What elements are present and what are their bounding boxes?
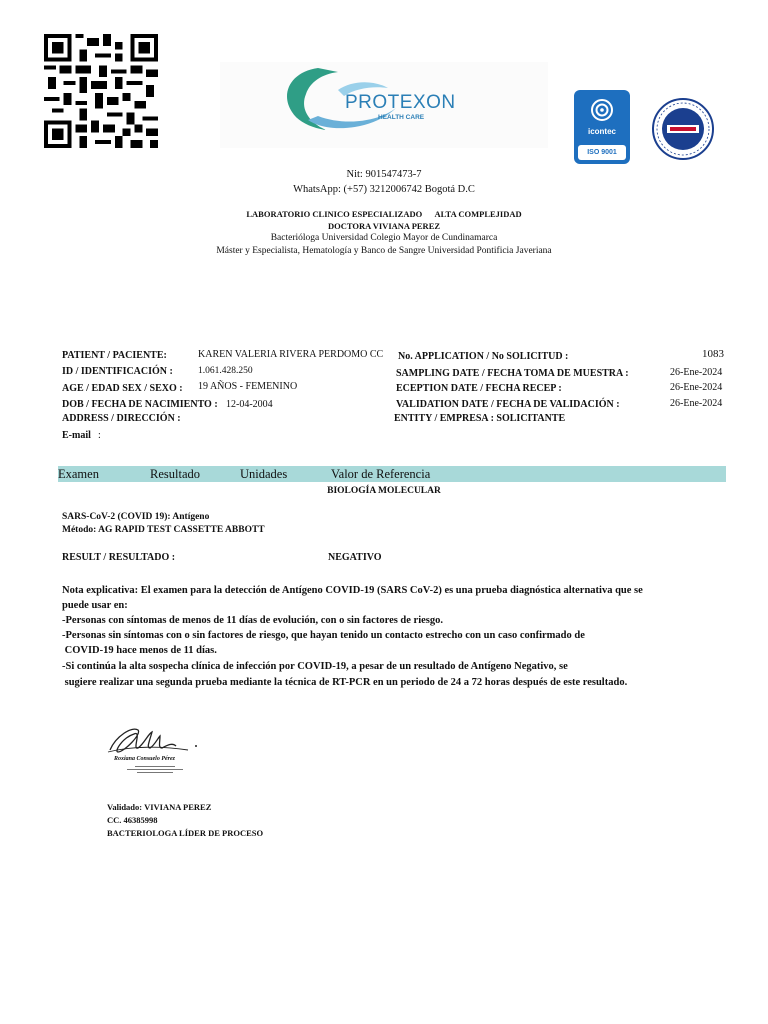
brand-subtitle: HEALTH CARE — [378, 114, 425, 121]
reception-date-label: ECEPTION DATE / FECHA RECEP : — [396, 383, 562, 394]
nit-text: Nit: 901547473-7 — [346, 169, 422, 180]
email-label: E-mail — [62, 430, 91, 441]
brand-name: PROTEXON — [345, 92, 456, 113]
age-label: AGE / EDAD SEX / SEXO : — [62, 383, 183, 394]
doctor-name: DOCTORA VIVIANA PEREZ — [327, 221, 441, 231]
application-value: 1083 — [702, 348, 724, 360]
email-colon: : — [98, 430, 101, 441]
signature-stamp-lines — [120, 764, 190, 776]
result-label: RESULT / RESULTADO : — [62, 552, 176, 563]
note-line-4: -Personas sin síntomas con o sin factores de riesgo, que hayan tenido un contacto estrecho con un caso confirmado de — [62, 630, 585, 641]
entity-label: ENTITY / EMPRESA : SOLICITANTE — [394, 413, 566, 424]
validated-by: Validado: VIVIANA PEREZ — [107, 802, 212, 812]
certification-icon — [590, 98, 614, 122]
reception-date-value: 26-Ene-2024 — [670, 382, 723, 393]
result-value: NEGATIVO — [328, 552, 382, 563]
test-method: Método: AG RAPID TEST CASSETTE ABBOTT — [62, 525, 265, 535]
icontec-label: icontec — [587, 127, 616, 136]
id-label: ID / IDENTIFICACIÓN : — [62, 366, 173, 377]
note-line-5: COVID-19 hace menos de 11 días. — [62, 645, 217, 656]
signature-stamp-name: Roxiana Consuelo Pérez — [114, 756, 176, 762]
dob-value: 12-04-2004 — [226, 399, 273, 410]
application-label: No. APPLICATION / No SOLICITUD : — [398, 351, 569, 362]
validator-cc: CC. 46385998 — [107, 815, 158, 825]
column-examen: Examen — [58, 467, 99, 481]
whatsapp-text: WhatsApp: (+57) 3212006742 Bogotá D.C — [293, 184, 475, 195]
qr-code — [44, 34, 158, 148]
lab-title: LABORATORIO CLINICO ESPECIALIZADO ALTA COMPLEJIDAD — [246, 209, 522, 219]
icontec-certification-badge — [574, 90, 630, 164]
validation-date-label: VALIDATION DATE / FECHA DE VALIDACIÓN : — [396, 399, 620, 410]
dob-label: DOB / FECHA DE NACIMIENTO : — [62, 399, 218, 410]
column-resultado: Resultado — [150, 467, 200, 481]
validation-date-value: 26-Ene-2024 — [670, 398, 723, 409]
iqnet-seal-icon — [652, 98, 714, 160]
note-line-1: Nota explicativa: El examen para la detección de Antígeno COVID-19 (SARS CoV-2) es una prueba diagnóstica alternativa que se — [62, 585, 643, 596]
test-name: SARS-CoV-2 (COVID 19): Antígeno — [62, 512, 210, 522]
section-title: BIOLOGÍA MOLECULAR — [327, 486, 441, 496]
iso-label: ISO 9001 — [578, 145, 626, 160]
patient-value: KAREN VALERIA RIVERA PERDOMO CC — [198, 349, 384, 360]
age-value: 19 AÑOS - FEMENINO — [198, 381, 298, 392]
validator-role: BACTERIOLOGA LÍDER DE PROCESO — [107, 828, 264, 838]
credential-line-1: Bacterióloga Universidad Colegio Mayor de Cundinamarca — [270, 233, 498, 243]
id-value: 1.061.428.250 — [198, 366, 253, 376]
note-line-7: sugiere realizar una segunda prueba mediante la técnica de RT-PCR en un periodo de 24 a 72 horas después de este resultado. — [62, 677, 628, 688]
address-label: ADDRESS / DIRECCIÓN : — [62, 413, 181, 424]
sampling-date-label: SAMPLING DATE / FECHA TOMA DE MUESTRA : — [396, 368, 629, 379]
note-line-6: -Si continúa la alta sospecha clínica de infección por COVID-19, a pesar de un resultado de Antígeno Negativo, se — [62, 661, 568, 672]
note-line-3: -Personas con síntomas de menos de 11 días de evolución, con o sin factores de riesgo. — [62, 615, 444, 626]
column-valor-referencia: Valor de Referencia — [331, 467, 431, 481]
note-line-2: puede usar en: — [62, 600, 128, 611]
results-table-header — [58, 466, 726, 482]
sampling-date-value: 26-Ene-2024 — [670, 367, 723, 378]
credential-line-2: Máster y Especialista, Hematología y Banco de Sangre Universidad Pontificia Javeriana — [216, 246, 552, 256]
patient-label: PATIENT / PACIENTE: — [62, 350, 167, 361]
column-unidades: Unidades — [240, 467, 288, 481]
